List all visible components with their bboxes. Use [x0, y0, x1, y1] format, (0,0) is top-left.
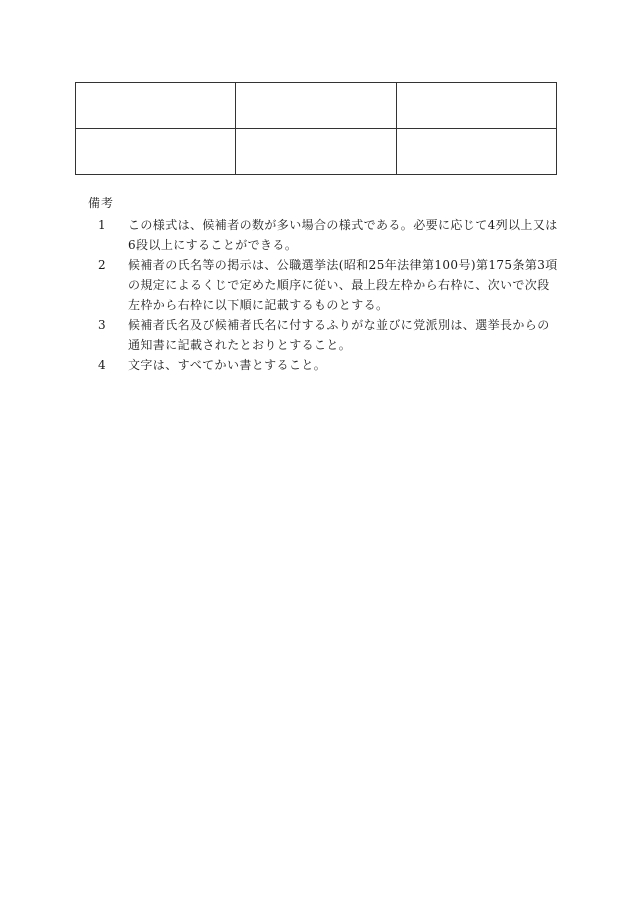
grid-cell: [236, 83, 396, 129]
grid-row: [76, 83, 557, 129]
remark-item-4: [88, 355, 558, 375]
grid-cell: [76, 83, 236, 129]
remarks-section: [88, 193, 558, 375]
remark-item-3: [88, 315, 558, 355]
remark-item-1: [88, 215, 558, 255]
remark-number: 4: [98, 358, 107, 372]
remark-text: 文字は、すべてかい書とすること。: [128, 358, 327, 372]
grid-cell: [396, 83, 556, 129]
remark-number: 3: [98, 318, 107, 332]
grid-cell: [236, 129, 396, 175]
grid-row: [76, 129, 557, 175]
grid-cell: [76, 129, 236, 175]
candidate-grid: [75, 82, 557, 175]
remark-text: この様式は、候補者の数が多い場合の様式である。必要に応じて4列以上又は6段以上にすることができる。: [128, 218, 558, 252]
remark-text: 候補者の氏名等の掲示は、公職選挙法(昭和25年法律第100号)第175条第3項の規定によるくじで定めた順序に従い、最上段左枠から右枠に、次いで次段左枠から右枠に以下順に記載するものとする。: [128, 258, 558, 312]
remark-text: 候補者氏名及び候補者氏名に付するふりがな並びに党派別は、選挙長からの通知書に記載されたとおりとすること。: [128, 318, 550, 352]
remark-number: 1: [98, 218, 107, 232]
remarks-title: 備考: [88, 196, 115, 210]
remark-number: 2: [98, 258, 107, 272]
remark-item-2: [88, 255, 558, 315]
grid-cell: [396, 129, 556, 175]
